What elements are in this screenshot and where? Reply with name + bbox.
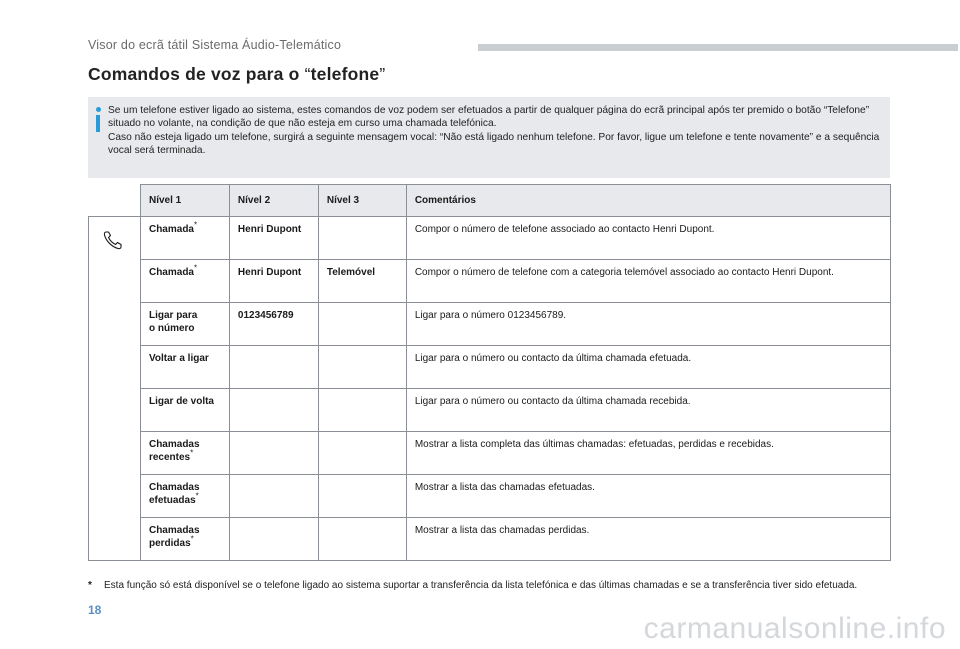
info-box — [88, 97, 890, 178]
cell-level-1: Chamadas perdidas* — [140, 518, 229, 561]
cell-level-3 — [318, 475, 406, 518]
table-header-row — [89, 185, 891, 217]
cell-level-3 — [318, 217, 406, 260]
cell-level-2: 0123456789 — [229, 303, 318, 346]
cell-level-3 — [318, 389, 406, 432]
cell-level-2 — [229, 518, 318, 561]
cell-level-3: Telemóvel — [318, 260, 406, 303]
cell-level-1: Chamadas recentes* — [140, 432, 229, 475]
table-row — [89, 260, 891, 303]
table-row — [89, 432, 891, 475]
header-blank — [89, 185, 141, 217]
info-paragraph-2: Caso não esteja ligado um telefone, surgirá a seguinte mensagem vocal: “Não está ligado nenhum telefone. Por favor, ligue um telefone e tente novamente” e a sequência vocal será terminada. — [108, 131, 880, 156]
cell-level-1: Chamada* — [140, 260, 229, 303]
footnote-marker: * — [88, 580, 92, 591]
cell-level-1: Chamada* — [140, 217, 229, 260]
cell-level-1: Ligar de volta — [140, 389, 229, 432]
page-number: 18 — [88, 603, 102, 617]
voice-commands-table — [88, 184, 891, 561]
section-title — [88, 64, 385, 85]
cell-comment: Mostrar a lista completa das últimas chamadas: efetuadas, perdidas e recebidas. — [406, 432, 890, 475]
cell-level-2: Henri Dupont — [229, 260, 318, 303]
cell-level-2 — [229, 389, 318, 432]
phone-icon — [102, 229, 126, 251]
info-paragraph-1: Se um telefone estiver ligado ao sistema, estes comandos de voz podem ser efetuados a partir de qualquer página do ecrã principal após ter premido o botão “Telefone” situado no volante, na condição de que não esteja em curso uma chamada telefónica. — [108, 105, 870, 130]
table-row — [89, 518, 891, 561]
watermark: carmanualsonline.info — [643, 612, 946, 645]
table-row — [89, 389, 891, 432]
cell-level-1: Voltar a ligar — [140, 346, 229, 389]
cell-level-1: Chamadas efetuadas* — [140, 475, 229, 518]
phone-icon-cell — [89, 217, 141, 561]
cell-level-2 — [229, 432, 318, 475]
header-comments: Comentários — [406, 185, 890, 217]
cell-comment: Ligar para o número 0123456789. — [406, 303, 890, 346]
cell-level-3 — [318, 518, 406, 561]
table-row — [89, 303, 891, 346]
cell-comment: Ligar para o número ou contacto da última chamada efetuada. — [406, 346, 890, 389]
open-quote: “ — [304, 64, 311, 84]
cell-comment: Compor o número de telefone com a categoria telemóvel associado ao contacto Henri Dupont. — [406, 260, 890, 303]
cell-level-1: Ligar para o número — [140, 303, 229, 346]
cell-comment: Compor o número de telefone associado ao contacto Henri Dupont. — [406, 217, 890, 260]
header-level-2: Nível 2 — [229, 185, 318, 217]
table-row — [89, 346, 891, 389]
cell-level-3 — [318, 432, 406, 475]
cell-comment: Mostrar a lista das chamadas perdidas. — [406, 518, 890, 561]
table-row — [89, 475, 891, 518]
cell-comment: Ligar para o número ou contacto da última chamada recebida. — [406, 389, 890, 432]
cell-level-2: Henri Dupont — [229, 217, 318, 260]
cell-level-3 — [318, 346, 406, 389]
header-level-3: Nível 3 — [318, 185, 406, 217]
cell-level-2 — [229, 346, 318, 389]
header-bar — [478, 44, 958, 51]
info-icon — [94, 107, 102, 132]
running-header: Visor do ecrã tátil Sistema Áudio-Telemático — [88, 38, 342, 52]
close-quote: ” — [379, 64, 386, 84]
footnote-text: Esta função só está disponível se o telefone ligado ao sistema suportar a transferência da lista telefónica e das últimas chamadas e se a transferência tiver sido efetuada. — [104, 580, 858, 591]
cell-level-2 — [229, 475, 318, 518]
section-title-main: Comandos de voz para o — [88, 64, 305, 84]
footnote — [88, 579, 888, 593]
section-title-word: telefone — [310, 64, 380, 84]
table-row — [89, 217, 891, 260]
cell-level-3 — [318, 303, 406, 346]
header-level-1: Nível 1 — [140, 185, 229, 217]
cell-comment: Mostrar a lista das chamadas efetuadas. — [406, 475, 890, 518]
